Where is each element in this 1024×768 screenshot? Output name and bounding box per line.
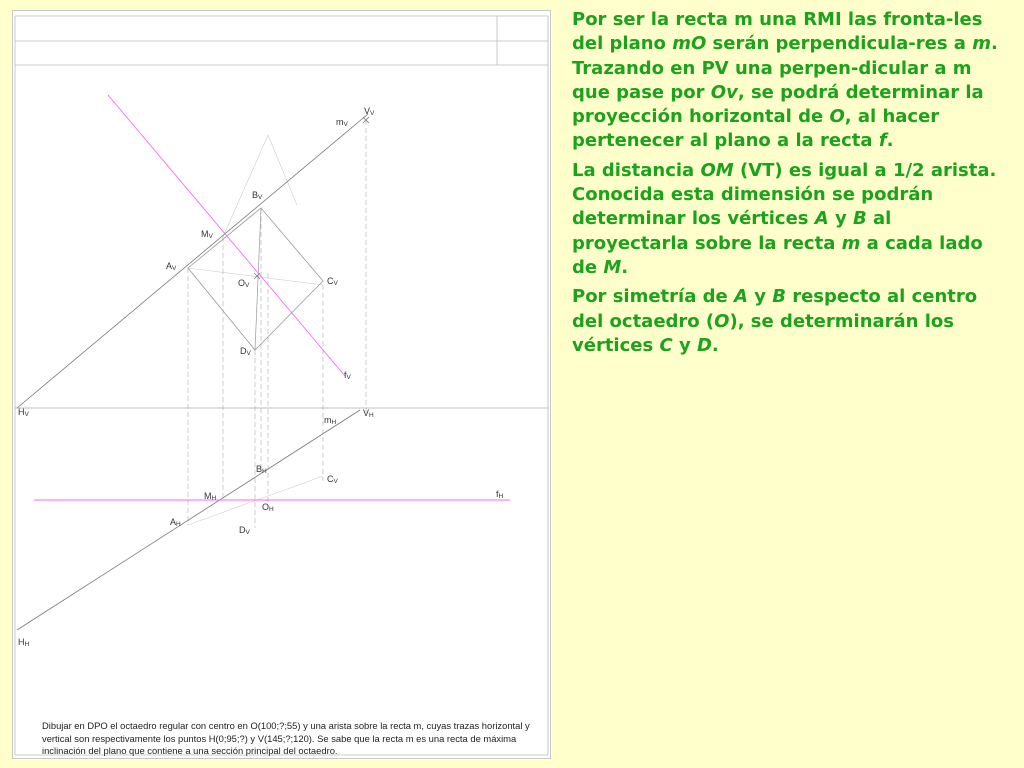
label-ch [327,474,339,485]
text-run: La distancia [572,159,701,181]
label-mvpoint-main: M [201,229,209,239]
label-ch-sub: V [333,478,338,485]
text-run: . [621,256,629,278]
text-run: , se podrá determinar la proyección horizontal de [572,81,984,128]
label-bv-sub: V [258,194,263,201]
label-mhpoint [204,491,217,502]
text-run: serán perpendicula-res a [706,33,973,55]
label-hh-main: H [18,637,25,647]
italic-run: m [972,33,991,55]
label-mv [336,117,349,128]
descriptive-geometry-drawing [12,10,552,760]
drawing-sheet [12,10,552,760]
label-bh-main: B [256,464,263,474]
label-av-sub: V [172,265,177,272]
text-run: , al hacer pertenecer al plano a la recta [572,106,940,152]
label-mv-sub: V [343,121,348,128]
text-run: (VT) es igual a 1/2 arista. Conocida esta dimensión se podrán determinar los vértices [572,159,997,230]
label-vh-main: V [363,408,370,418]
label-vv [364,106,375,117]
label-mvpoint [201,229,214,240]
italic-run: OM [700,159,734,181]
line-f-vertical [108,95,345,376]
label-hv-main: H [18,407,25,417]
text-run: y [747,286,773,308]
italic-run: B [772,286,786,308]
text-run: y [828,208,853,230]
label-dv-sub: V [246,350,251,357]
label-dh-main: D [239,525,246,535]
label-oh-sub: H [269,506,274,513]
label-av [166,261,177,272]
label-fh-sub: H [498,493,504,500]
label-mh-main: m [324,415,332,425]
italic-run: O [829,106,845,128]
label-bv [252,190,263,201]
label-bh [256,464,267,475]
label-hh-sub: H [24,641,30,648]
explanation-paragraph-1 [572,8,1004,154]
text-run: Por simetría de [572,286,734,308]
label-fv-sub: V [346,374,351,381]
label-ov-sub: V [245,282,250,289]
label-vh [363,408,374,419]
label-bh-sub: H [262,468,267,475]
label-dh [239,525,251,536]
label-oh [262,502,274,513]
line-m-horizontal [17,410,360,630]
italic-run: C [659,334,673,356]
auxiliary-triangle [223,135,297,237]
text-run: ), se determinarán los vértices [572,310,955,356]
label-av-main: A [166,261,173,271]
label-dv-main: D [240,346,247,356]
label-mv-main: m [336,117,344,127]
italic-run: B [853,208,867,230]
label-mh-sub: H [331,419,337,426]
text-run: . [886,130,894,152]
text-run: al proyectarla sobre la recta [572,208,892,254]
italic-run: M [603,256,622,278]
label-dv [240,346,252,357]
construction-lines [188,120,366,528]
label-mvpoint-sub: V [208,233,213,240]
label-oh-main: O [262,502,270,512]
italic-run: f [878,130,887,152]
label-fv-main: f [344,370,347,380]
label-hh [18,637,30,648]
label-vv-sub: V [370,110,375,117]
label-hv [18,407,30,418]
italic-run: A [733,286,748,308]
label-mh [324,415,337,426]
line-m-vertical [17,114,368,408]
label-cv [327,276,339,287]
label-mhpoint-sub: H [211,495,217,502]
italic-run: D [696,334,712,356]
problem-statement: Dibujar en DPO el octaedro regular con centro en O(100;?;55) y una arista sobre la recta m, cuyas trazas horizontal y vertical son respectivamente los puntos H(0;95;?) y V(145;?;120). Se sabe que la recta m es una recta de máxima inclinación del plano que contiene a una sección principal del octaedro. [42,720,530,756]
text-run: . Trazando en PV una perpen-dicular a m que pase por [572,33,998,103]
label-cv-sub: V [333,280,338,287]
label-ah [170,517,181,528]
text-run: Por ser la recta m una RMI las fronta-les del plano [572,9,983,55]
label-ah-sub: H [176,521,181,528]
diagonal-bv-dv [255,208,261,350]
italic-run: A [814,208,829,230]
explanation-paragraph-3 [572,285,1004,358]
italic-run: Ov [710,81,738,103]
italic-run: m [841,232,861,254]
label-fh [496,489,504,500]
label-ov-main: O [238,278,246,288]
label-vh-sub: H [369,412,374,419]
text-run: y [672,334,697,356]
explanation-paragraph-2 [572,159,1004,280]
text-run: a cada lado de [572,232,983,278]
explanation-panel [572,8,1004,363]
text-run: respecto al centro del octaedro ( [572,286,978,332]
italic-run: O [714,310,730,332]
title-block [13,11,551,759]
label-ah-main: A [170,517,177,527]
label-ch-main: C [327,474,334,484]
sheet-border [13,11,551,759]
label-bv-main: B [252,190,259,200]
label-mhpoint-main: M [204,491,212,501]
label-fh-main: f [496,489,499,499]
label-ov [238,278,250,289]
label-dh-sub: V [245,529,250,536]
label-vv-main: V [364,106,371,116]
italic-run: mO [672,33,707,55]
label-hv-sub: V [24,411,29,418]
label-cv-main: C [327,276,334,286]
label-fv [344,370,352,381]
text-run: . [711,334,719,356]
